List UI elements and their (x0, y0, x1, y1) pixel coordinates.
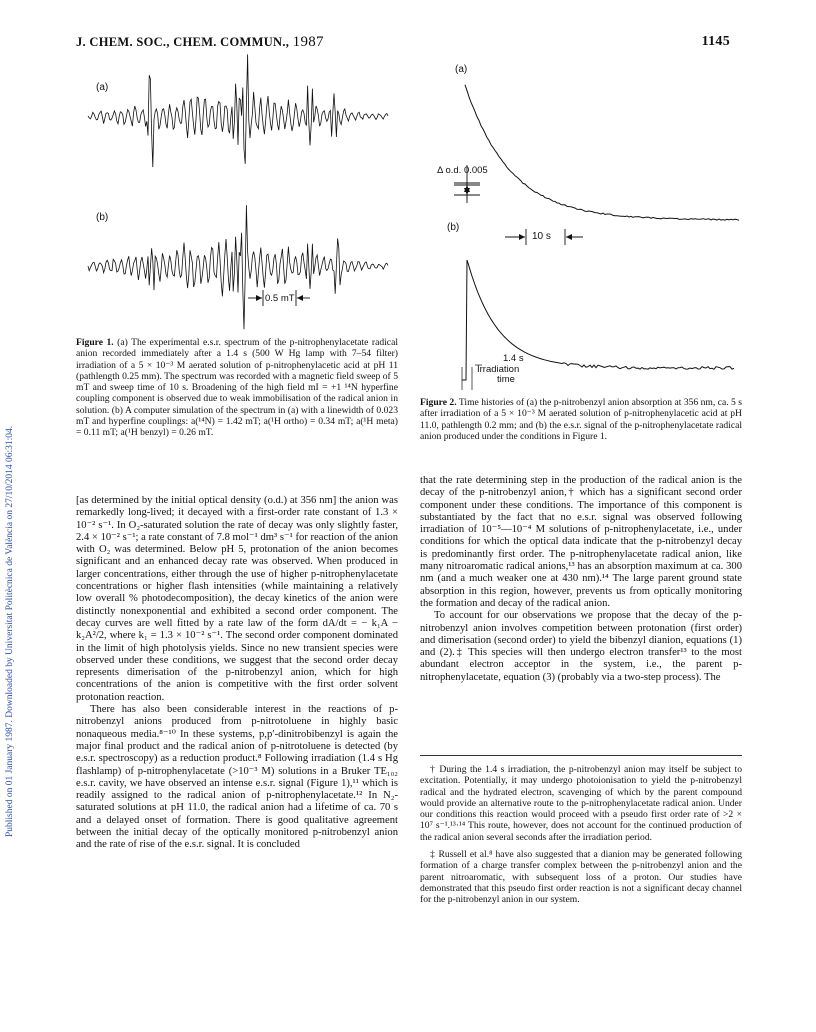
footnote-rule (420, 755, 742, 756)
fig2-irr-duration: 1.4 s (503, 353, 524, 364)
journal-name: J. CHEM. SOC., CHEM. COMMUN., (76, 35, 290, 49)
right-column (420, 475, 742, 684)
fig2-od-label: Δ o.d. 0.005 (437, 165, 488, 176)
fig2-irr-time: time (497, 374, 515, 385)
footnote-double-dagger: ‡ Russell et al.⁸ have also suggested that a dianion may be generated following formation of a charge transfer complex between the p-nitrobenzyl anion and the parent nitroaromatic, with subsequent loss of a proton. Our studies have demonstrated that this pseudo first order reaction is not a significant decay channel for the p-nitrobenzyl anion in our system. (420, 849, 742, 906)
fig2-caption-text: Time histories of (a) the p-nitrobenzyl anion absorption at 356 nm, ca. 5 s after irradiation of a 5 × 10⁻³ M aerated solution of p-nitrophenylacetic acid at pH 11.0, pathlength 0.2 mm; and (b) the e.s.r. signal of the p-nitrophenylacetate radical anion produced under the conditions in Figure 1. (420, 397, 742, 442)
fig2-absorption-trace (440, 60, 740, 240)
fig2-label-a: (a) (455, 64, 468, 75)
fig1-spectrum-a (88, 58, 398, 168)
fig2-caption-title: Figure 2. (420, 397, 457, 408)
fig1-caption-text: (a) The experimental e.s.r. spectrum of the p-nitrophenylacetate radical anion recorded immediately after a 1.4 s (500 W Hg lamp with 7–54 filter) irradiation of a 5 × 10⁻³ M aerated solution of p-nitrophenylacetic acid at pH 11 (pathlength 0.25 mm). The spectrum was recorded with a magnetic field sweep of 5 mT and sweep time of 10 s. Broadening of the high field mI = +1 ¹⁴N hyperfine coupling component is observed due to weak immobilisation of the radical anion in solution. (b) A computer simulation of the spectrum in (a) with a linewidth of 0.023 mT and hyperfine couplings: a(¹⁴N) = 1.42 mT; a(¹H ortho) = 0.34 mT; a(¹H meta) = 0.11 mT; a(¹H benzyl) = 0.26 mT. (76, 337, 398, 439)
fig2-label-b: (b) (447, 222, 460, 233)
journal-header (76, 34, 324, 51)
footnotes (420, 764, 742, 912)
left-paragraph-2: There has also been considerable interest in the reactions of p-nitrobenzyl anions produced from p-nitrotoluene in highly basic nonaqueous media.⁸⁻¹⁰ In these systems, p,p′-dinitrobibenzyl is again the major final product and the radical anion of p-nitrotoluene is detected (by e.s.r. spectroscopy) as a reduction product.⁸ Following irradiation (1.4 s Hg flashlamp) of p-nitrophenylacetate (>10⁻³ M) solutions in a Bruker TE₁₀₂ e.s.r. cavity, we have observed an intense e.s.r. signal (Figure 1),¹¹ which is readily assigned to the radical anion of p-nitrophenylacetate.¹² In N₂-saturated solutions at pH 11.0, the radical anion had a lifetime of ca. 70 s and a delayed onset of formation. There is good qualitative agreement between the initial decay of the optically monitored p-nitrobenzyl anion and the rate of rise of the e.s.r. signal. It is concluded (76, 704, 398, 851)
fig2-time-label: 10 s (532, 231, 551, 242)
page-number: 1145 (701, 34, 730, 49)
left-column (76, 495, 398, 852)
fig2-od-arrow (440, 183, 500, 205)
footnote-dagger: † During the 1.4 s irradiation, the p-nitrobenzyl anion may itself be subject to excitation. Potentially, it may undergo photoionisation to yield the p-nitrobenzyl radical and the hydrated electron, scavenging of which by the parent compound would provide an alternative route to the p-nitrophenylacetate radical anion. Under our conditions this reaction would proceed with a pseudo first order rate of >2 × 10⁷ s⁻¹.¹³·¹⁴ This route, however, does not account for the continued production of the radical anion several seconds after the irradiation period. (420, 764, 742, 843)
fig1-scale-label: 0.5 mT (265, 293, 295, 304)
fig1-label-a: (a) (96, 82, 109, 93)
fig1-caption-title: Figure 1. (76, 337, 114, 348)
fig2-caption (420, 397, 742, 442)
download-notice (2, 180, 18, 840)
fig1-spectrum-b (88, 210, 398, 310)
fig1-label-b: (b) (96, 212, 109, 223)
fig2-irradiation-label (477, 353, 524, 386)
fig1-caption (76, 337, 398, 439)
journal-year: 1987 (292, 34, 324, 50)
right-paragraph-2: To account for our observations we propose that the decay of the p-nitrobenzyl anion involves competition between protonation (first order) and dimerisation (second order) to yield the bibenzyl dianion, equations (1) and (2).‡ This species will then undergo electron transfer¹³ to the most abundant electron acceptor in the system, i.e., the parent p-nitrophenylacetate, equation (3) (probably via a two-step process). The (420, 610, 742, 683)
download-notice-text: Published on 01 January 1987. Downloaded by Universitat Politècnica de València on 27/10/2014 06:31:04. (5, 425, 15, 837)
right-paragraph-1: that the rate determining step in the production of the radical anion is the decay of the p-nitrobenzyl anion,† which has a significant second order component under these conditions. The importance of this component is substantiated by the fact that no e.s.r. signal was observed following irradiation of 10⁻⁵—10⁻⁴ M solutions of p-nitrophenylacetate, i.e., under conditions for which the optical data indicate that the p-nitrobenzyl decay is predominantly first order. The p-nitrophenylacetate radical anion, like many nitroaromatic radical anions,¹³ has an absorption maximum at ca. 300 nm (and a much weaker one at 430 nm).¹⁴ The large parent ground state absorption in this region, however, prevents us from optically monitoring the formation and decay of the radical anion. (420, 475, 742, 609)
left-paragraph-1: [as determined by the initial optical density (o.d.) at 356 nm] the anion was remarkedly long-lived; it decayed with a first-order rate constant of 1.3 × 10⁻² s⁻¹. In O₂-saturated solution the rate of decay was only slightly faster, 2.4 × 10⁻² s⁻¹; a rate constant of 7.8 mol⁻¹ dm³ s⁻¹ for reaction of the anion with O₂ was determined. Below pH 5, protonation of the anion becomes significant and an enhanced decay rate was observed. When produced in larger concentrations, either through the use of higher p-nitrophenylacetate concentrations or higher flash intensities (while maintaining a relatively low overall % photodecomposition), the decay kinetics of the anion were distinctly nonexponential and exhibited a second order component. The decay curves are well fitted by a rate law of the form dA/dt = − k₁A − k₂A²/2, where k₁ = 1.3 × 10⁻² s⁻¹. The second order component dominated in the limit of high photolysis yields. Since no new transient species were observed under these conditions, we suggest that the second order decay represents dimerisation of the p-nitrobenzyl anion, which for high concentrations of the anion is competitive with the first order solvent protonation reaction. (76, 495, 398, 703)
fig2-irr-word: Irradiation (477, 363, 520, 375)
